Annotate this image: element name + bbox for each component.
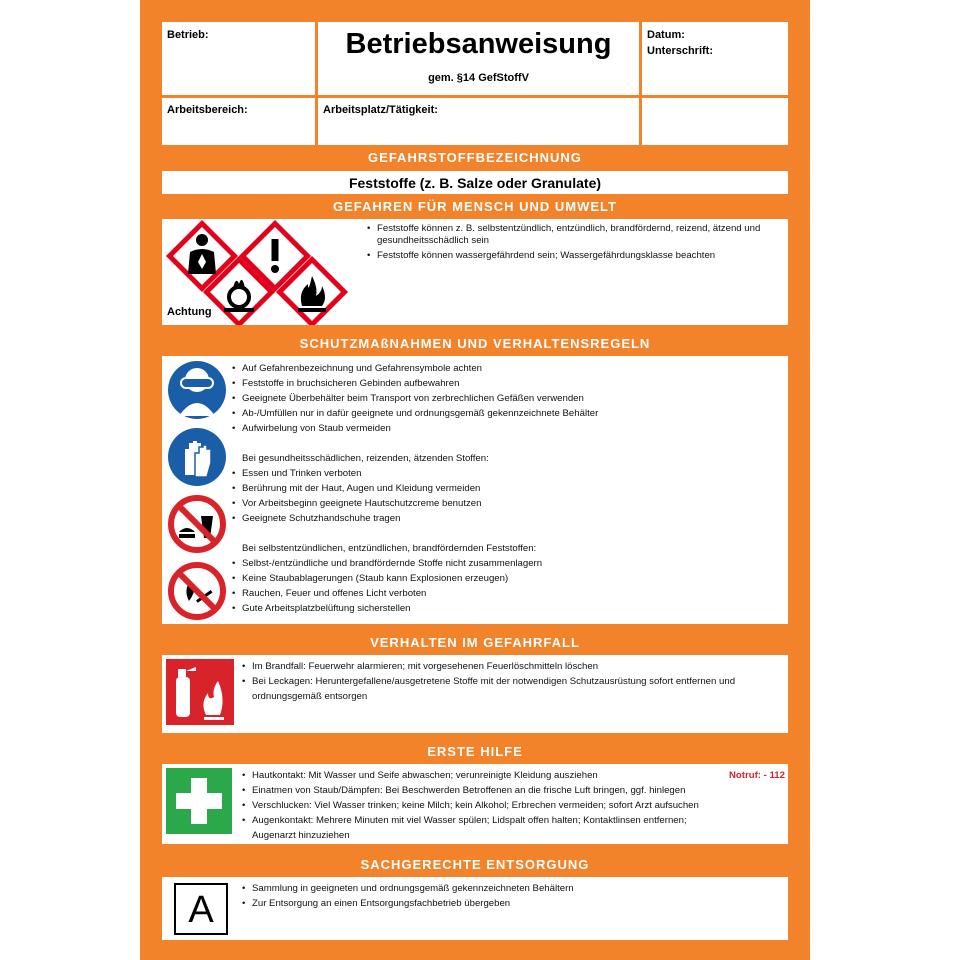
list-item: • Rauchen, Feuer und offenes Licht verboten xyxy=(232,586,782,601)
entsorgung-section xyxy=(162,877,788,940)
section-title-erste-hilfe: ERSTE HILFE xyxy=(427,744,523,759)
arbeitsplatz-box xyxy=(318,98,639,145)
list-item: • Im Brandfall: Feuerwehr alarmieren; mit vorgesehenen Feuerlöschmitteln löschen xyxy=(242,659,782,674)
list-item: • Ab-/Umfüllen nur in dafür geeignete und ordnungsgemäß gekennzeichnete Behälter xyxy=(232,406,782,421)
header-blank-box xyxy=(642,98,788,145)
section-title-gefahrstoff: GEFAHRSTOFFBEZEICHNUNG xyxy=(368,150,582,165)
unterschrift-label: Unterschrift: xyxy=(647,45,714,57)
betrieb-label: Betrieb: xyxy=(167,29,209,41)
betrieb-box xyxy=(162,22,315,95)
erste-hilfe-section xyxy=(162,764,788,844)
substance-name: Feststoffe (z. B. Salze oder Granulate) xyxy=(348,175,602,191)
no-eating-drinking-icon xyxy=(167,494,227,554)
list-item: • Selbst-/entzündliche und brandfördernde Stoffe nicht zusammenlagern xyxy=(232,556,782,571)
gefahren-section xyxy=(162,219,788,325)
list-item: • Vor Arbeitsbeginn geeignete Hautschutzcreme benutzen xyxy=(232,496,782,511)
section-title-schutz: SCHUTZMAßNAHMEN UND VERHALTENSREGELN xyxy=(299,336,651,351)
list-item: • Aufwirbelung von Staub vermeiden xyxy=(232,421,782,436)
section-title-entsorgung: SACHGERECHTE ENTSORGUNG xyxy=(360,857,590,872)
list-item: • Augenkontakt: Mehrere Minuten mit viel Wasser spülen; Lidspalt offen halten; Kontaktlinsen entfernen; Augenarzt hinzuziehen xyxy=(242,813,727,843)
datum-label: Datum: xyxy=(647,29,685,41)
disposal-a-letter: A xyxy=(188,889,214,931)
gefahrfall-section xyxy=(162,655,788,733)
title-box xyxy=(318,22,639,95)
arbeitsbereich-box xyxy=(162,98,315,145)
arbeitsbereich-label: Arbeitsbereich: xyxy=(167,104,248,116)
list-item: • Zur Entsorgung an einen Entsorgungsfachbetrieb übergeben xyxy=(242,896,782,911)
entsorgung-list xyxy=(242,881,782,911)
schutz-section xyxy=(162,356,788,624)
list-item: • Hautkontakt: Mit Wasser und Seife abwaschen; verunreinigte Kleidung ausziehen xyxy=(242,768,727,783)
eye-protection-icon xyxy=(167,360,227,420)
list-item: • Bei Leckagen: Heruntergefallene/ausgetretene Stoffe mit der notwendigen Schutzausrüstung sofort entfernen und ordnungsgemäß entsorgen xyxy=(242,674,782,704)
list-subheading: Bei selbstentzündlichen, entzündlichen, brandfördernden Feststoffen: xyxy=(242,543,537,554)
list-item: • Geeignete Schutzhandschuhe tragen xyxy=(232,511,782,526)
erste-hilfe-list xyxy=(242,768,727,843)
section-title-gefahrfall: VERHALTEN IM GEFAHRFALL xyxy=(370,635,580,650)
disposal-a-icon xyxy=(174,883,228,935)
gefahren-list xyxy=(367,223,785,262)
gefahrfall-list xyxy=(242,659,782,704)
datum-box xyxy=(642,22,788,95)
list-subheading: Bei gesundheitsschädlichen, reizenden, ätzenden Stoffen: xyxy=(242,453,489,464)
list-item: • Geeignete Überbehälter beim Transport von zerbrechlichen Gefäßen verwenden xyxy=(232,391,782,406)
list-item: • Feststoffe in bruchsicheren Gebinden aufbewahren xyxy=(232,376,782,391)
section-title-gefahren: GEFAHREN FÜR MENSCH UND UMWELT xyxy=(333,199,617,214)
list-item: • Sammlung in geeigneten und ordnungsgemäß gekennzeichneten Behältern xyxy=(242,881,782,896)
list-item: • Essen und Trinken verboten xyxy=(232,466,782,481)
signal-word: Achtung xyxy=(167,306,212,318)
page-title: Betriebsanweisung xyxy=(345,28,612,60)
emergency-number: Notruf: - 112 xyxy=(729,770,785,781)
hand-protection-icon xyxy=(167,427,227,487)
substance-name-box xyxy=(162,171,788,194)
first-aid-icon xyxy=(166,768,232,834)
page-subtitle: gem. §14 GefStoffV xyxy=(428,72,529,84)
list-item: • Feststoffe können z. B. selbstentzündlich, entzündlich, brandfördernd, reizend, ätzend und gesundheitsschädlich sein xyxy=(367,223,785,247)
list-item: • Auf Gefahrenbezeichnung und Gefahrensymbole achten xyxy=(232,361,782,376)
arbeitsplatz-label: Arbeitsplatz/Tätigkeit: xyxy=(323,104,438,116)
fire-extinguisher-icon xyxy=(166,659,234,725)
list-item: • Keine Staubablagerungen (Staub kann Explosionen erzeugen) xyxy=(232,571,782,586)
list-item: • Feststoffe können wassergefährdend sein; Wassergefährdungsklasse beachten xyxy=(367,250,785,262)
list-item: • Verschlucken: Viel Wasser trinken; keine Milch; kein Alkohol; Erbrechen vermeiden; sofort Arzt aufsuchen xyxy=(242,798,727,813)
no-open-flame-icon xyxy=(167,561,227,621)
schutz-list xyxy=(232,361,782,616)
instruction-sheet xyxy=(140,0,810,960)
list-item: • Einatmen von Staub/Dämpfen: Bei Beschwerden Betroffenen an die frische Luft bringen, ggf. hinlegen xyxy=(242,783,727,798)
list-item: • Berührung mit der Haut, Augen und Kleidung vermeiden xyxy=(232,481,782,496)
list-item: • Gute Arbeitsplatzbelüftung sicherstellen xyxy=(232,601,782,616)
